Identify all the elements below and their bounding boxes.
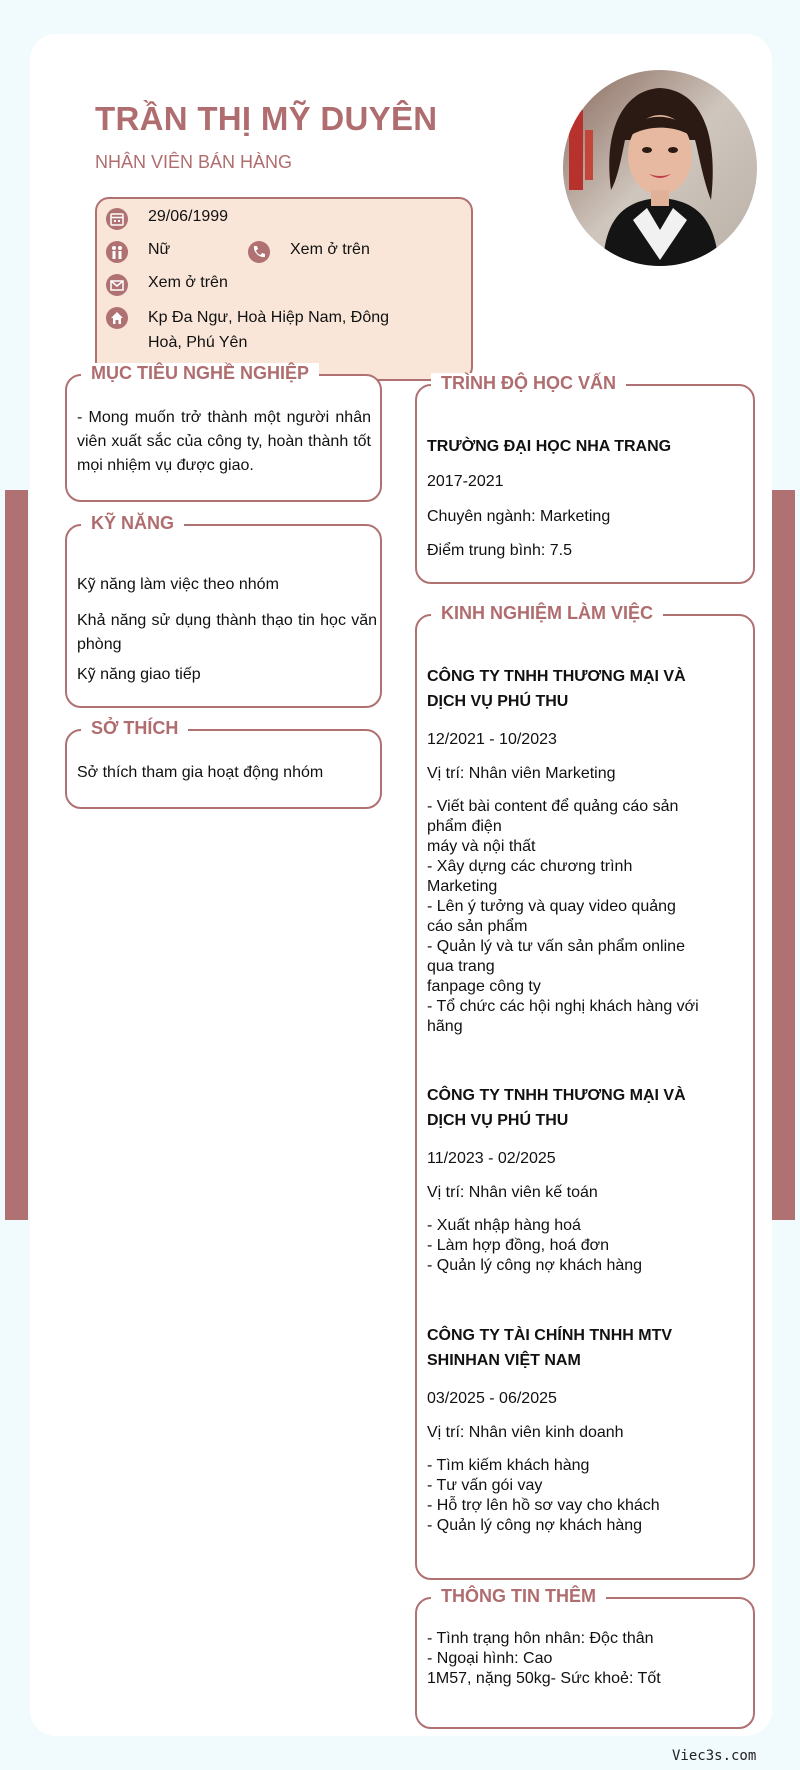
hobbies-section [65, 718, 382, 809]
job-details: - Xuất nhập hàng hoá - Làm hợp đồng, hoá đơn - Quản lý công nợ khách hàng [427, 1217, 643, 1274]
right-accent-band [772, 490, 795, 1220]
skills-title: KỸ NĂNG [81, 513, 184, 534]
phone-icon [248, 241, 270, 263]
home-icon [106, 307, 128, 329]
objective-section [65, 363, 382, 502]
job-details: - Tìm kiếm khách hàng - Tư vấn gói vay - Hỗ trợ lên hồ sơ vay cho khách - Quản lý công nợ khách hàng [427, 1457, 660, 1534]
job-period: 03/2025 - 06/2025 [427, 1390, 557, 1407]
candidate-name: TRẦN THỊ MỸ DUYÊN [95, 100, 438, 137]
skill-item: Kỹ năng làm việc theo nhóm [77, 576, 279, 593]
phone-text: Xem ở trên [290, 241, 370, 258]
objective-title: MỤC TIÊU NGHỀ NGHIỆP [81, 363, 319, 384]
job-period: 11/2023 - 02/2025 [427, 1150, 556, 1167]
job-details: - Viết bài content để quảng cáo sản phẩm điện máy và nội thất - Xây dựng các chương trình Marketing - Lên ý tưởng và quay video quảng cáo sản phẩm - Quản lý và tư vấn sản phẩm online qua trang fanpage công ty - Tổ chức các hội nghị khách hàng với hãng [427, 798, 699, 1035]
gender-text: Nữ [148, 241, 171, 258]
hobbies-title: SỞ THÍCH [81, 718, 188, 739]
job-company: CÔNG TY TNHH THƯƠNG MẠI VÀ DỊCH VỤ PHÚ THU [427, 1087, 686, 1129]
cv-card [30, 34, 772, 1736]
address-row [106, 307, 426, 355]
extra-info-title: THÔNG TIN THÊM [431, 1586, 606, 1607]
birthday-row [106, 208, 228, 230]
education-major: Chuyên ngành: Marketing [427, 508, 611, 525]
extra-info-section [415, 1586, 755, 1729]
calendar-icon [106, 208, 128, 230]
job-position: Vị trí: Nhân viên kinh doanh [427, 1424, 624, 1441]
skills-section [65, 513, 382, 708]
address-text: Kp Đa Ngư, Hoà Hiệp Nam, Đông Hoà, Phú Yên [148, 309, 390, 351]
education-section [415, 373, 755, 584]
phone-row [248, 241, 370, 263]
skill-item: Kỹ năng giao tiếp [77, 666, 201, 683]
job-company: CÔNG TY TÀI CHÍNH TNHH MTV SHINHAN VIỆT NAM [427, 1327, 673, 1369]
email-row [106, 274, 228, 296]
job-period: 12/2021 - 10/2023 [427, 731, 557, 748]
email-text: Xem ở trên [148, 274, 228, 291]
skill-item: Khả năng sử dụng thành thạo tin học văn phòng [77, 612, 377, 653]
job-title: NHÂN VIÊN BÁN HÀNG [95, 152, 293, 172]
envelope-icon [106, 274, 128, 296]
education-years: 2017-2021 [427, 473, 504, 490]
left-accent-band [5, 490, 28, 1220]
watermark: Viec3s.com [672, 1748, 757, 1764]
education-title: TRÌNH ĐỘ HỌC VẤN [431, 373, 626, 394]
gender-icon [106, 241, 128, 263]
hobbies-text: Sở thích tham gia hoạt động nhóm [77, 764, 324, 781]
contact-box [95, 197, 473, 381]
education-gpa: Điểm trung bình: 7.5 [427, 542, 572, 559]
job-company: CÔNG TY TNHH THƯƠNG MẠI VÀ DỊCH VỤ PHÚ THU [427, 668, 686, 710]
experience-title: KINH NGHIỆM LÀM VIỆC [431, 603, 663, 624]
job-position: Vị trí: Nhân viên kế toán [427, 1184, 598, 1201]
profile-photo [563, 70, 757, 266]
gender-row [106, 241, 170, 263]
extra-info-text: - Tình trạng hôn nhân: Độc thân - Ngoại hình: Cao 1M57, nặng 50kg- Sức khoẻ: Tốt [427, 1630, 661, 1687]
birthday-text: 29/06/1999 [148, 208, 229, 225]
school-name: TRƯỜNG ĐẠI HỌC NHA TRANG [427, 438, 672, 455]
job-position: Vị trí: Nhân viên Marketing [427, 765, 616, 782]
experience-section [415, 603, 755, 1580]
objective-text: - Mong muốn trở thành một người nhân viên xuất sắc của công ty, hoàn thành tốt mọi nhiệm vụ được giao. [77, 409, 371, 474]
